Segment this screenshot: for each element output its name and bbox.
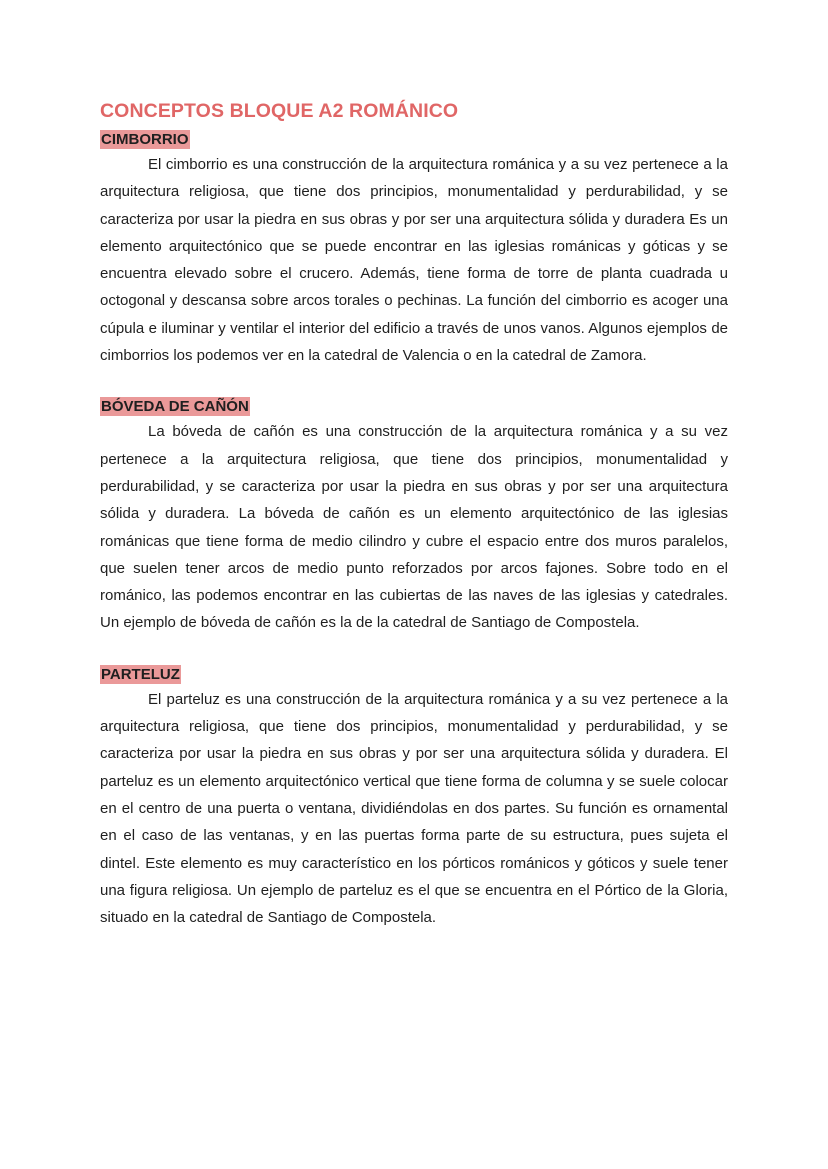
- document-page: [100, 96, 728, 931]
- section-boveda-de-canon: [100, 395, 728, 636]
- section-body-cimborrio: El cimborrio es una construcción de la arquitectura románica y a su vez pertenece a la arquitectura religiosa, que tiene dos principios, monumentalidad y perdurabilidad, y se caracteriza por usar la piedra en sus obras y por ser una arquitectura sólida y duradera Es un elemento arquitectónico que se puede encontrar en las iglesias románicas y góticas y se encuentra elevado sobre el crucero. Además, tiene forma de torre de planta cuadrada u octogonal y descansa sobre arcos torales o pechinas. La función del cimborrio es acoger una cúpula e iluminar y ventilar el interior del edificio a través de unos vanos. Algunos ejemplos de cimborrios los podemos ver en la catedral de Valencia o en la catedral de Zamora.: [100, 156, 728, 365]
- section-heading-cimborrio: CIMBORRIO: [101, 131, 189, 148]
- section-body-parteluz: El parteluz es una construcción de la arquitectura románica y a su vez pertenece a la arquitectura religiosa, que tiene dos principios, monumentalidad y perdurabilidad, y se caracteriza por usar la piedra en sus obras y por ser una arquitectura sólida y duradera. El parteluz es un elemento arquitectónico vertical que tiene forma de columna y se suele colocar en el centro de una puerta o ventana, dividiéndolas en dos partes. Su función es ornamental en el caso de las ventanas, y en las puertas forma parte de su estructura, pues sujeta el dintel. Este elemento es muy característico en los pórticos románicos y góticos y suele tener una figura religiosa. Un ejemplo de parteluz es el que se encuentra en el Pórtico de la Gloria, situado en la catedral de Santiago de Compostela.: [100, 690, 728, 927]
- section-heading-boveda-de-canon: BÓVEDA DE CAÑÓN: [101, 398, 249, 416]
- section-cimborrio: [100, 128, 728, 369]
- section-body-boveda-de-canon: La bóveda de cañón es una construcción de la arquitectura románica y a su vez pertenece a la arquitectura religiosa, que tiene dos principios, monumentalidad y perdurabilidad, y se caracteriza por usar la piedra en sus obras y por ser una arquitectura sólida y duradera. La bóveda de cañón es un elemento arquitectónico de las iglesias románicas que tiene forma de medio cilindro y cubre el espacio entre dos muros paralelos, que suelen tener arcos de medio punto reforzados por arcos fajones. Sobre todo en el románico, las podemos encontrar en las cubiertas de las naves de las iglesias y catedrales. Un ejemplo de bóveda de cañón es la de la catedral de Santiago de Compostela.: [100, 423, 728, 632]
- document-title: CONCEPTOS BLOQUE A2 ROMÁNICO: [100, 100, 459, 122]
- section-heading-wrap: [100, 128, 728, 151]
- section-heading-wrap: [100, 663, 728, 686]
- section-parteluz: [100, 663, 728, 932]
- section-heading-wrap: [100, 395, 728, 418]
- section-heading-parteluz: PARTELUZ: [101, 665, 180, 683]
